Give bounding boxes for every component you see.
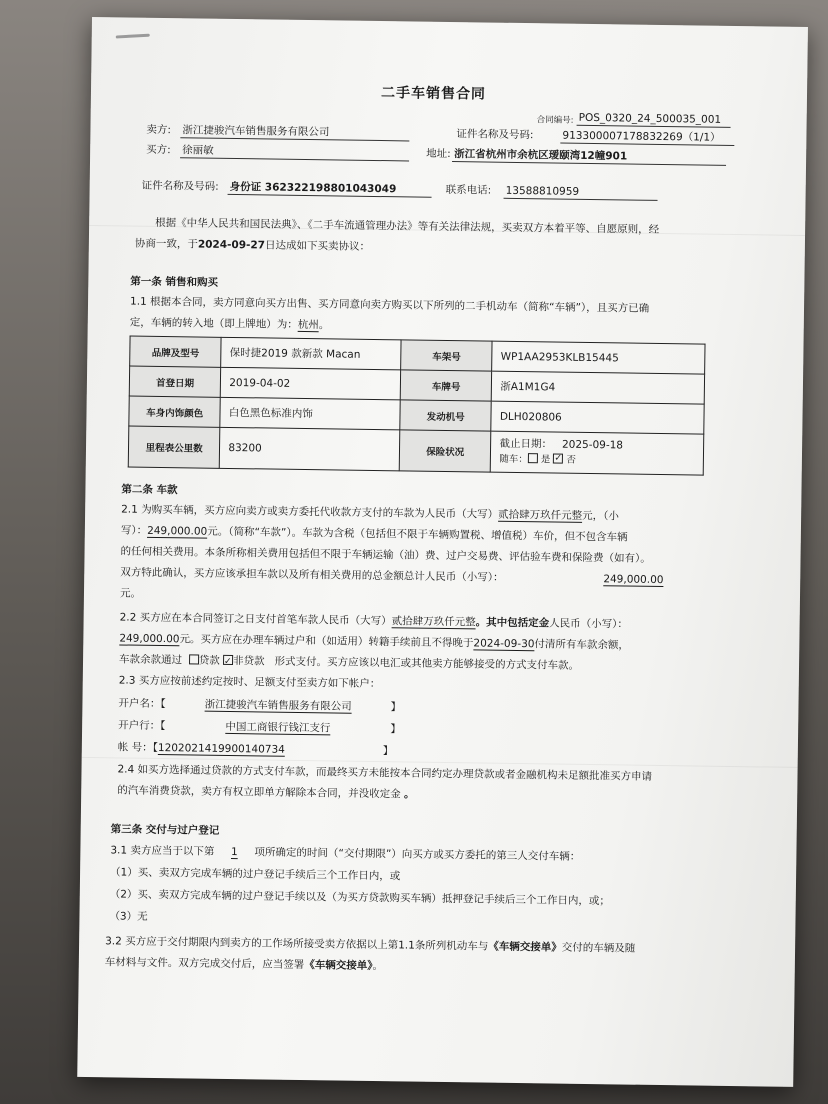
payment-deadline: 2024-09-30 xyxy=(473,637,535,651)
article-3-option-1: （1）买、卖双方完成车辆的过户登记手续后三个工作日内，或 xyxy=(110,866,401,883)
text: 元。买方应在办理车辆过户和（如适用）转籍手续前且不得晚于 xyxy=(179,633,474,650)
handover-doc: 《车辆交接单》 xyxy=(488,940,562,954)
model-value: 保时捷2019 款新款 Macan xyxy=(221,337,401,370)
article-2-1-line-3: 的任何相关费用。本条所称相关费用包括但不限于车辆运输（油）费、过户交易费、评估验车费和保险费（如有）。 xyxy=(120,545,651,565)
table-row xyxy=(128,426,704,475)
intro-line-2 xyxy=(135,234,370,258)
text: 项所确定的时间（“交付期限”）向买方或买方委托的第三人交付车辆： xyxy=(254,846,581,863)
article-1-title: 第一条 销售和购买 xyxy=(130,275,219,289)
insurance-label: 保险状况 xyxy=(399,430,491,472)
seller-id-label: 证件名称及号码: xyxy=(456,128,534,142)
text: 3.2 买方应于交付期限内到卖方的工作场所接受卖方依据以上第1.1条所列机动车与 xyxy=(105,935,489,953)
plate-value: 浙A1M1G4 xyxy=(492,371,705,404)
intro-text: 日达成如下买卖协议： xyxy=(264,239,371,253)
text: 车款余款通过 xyxy=(118,653,183,667)
article-3-2-line-2 xyxy=(105,952,384,977)
vin-label: 车架号 xyxy=(401,340,493,371)
contract-title: 二手车销售合同 xyxy=(380,85,487,103)
color-value: 白色黑色标准内饰 xyxy=(220,397,400,430)
text: 非贷款 xyxy=(233,655,265,668)
text: 贷款 xyxy=(198,654,220,667)
text: 形式支付。买方应该以电汇或其他卖方能够接受的方式支付车款。 xyxy=(274,655,580,672)
article-2-title: 第二条 车款 xyxy=(121,483,178,497)
intro-text: 协商一致，于 xyxy=(134,237,198,251)
text: 。其中包括定金 xyxy=(475,616,550,630)
text: 。 xyxy=(372,960,384,973)
mileage-value: 83200 xyxy=(220,427,400,471)
text: 随车： xyxy=(499,453,528,466)
plate-label: 车牌号 xyxy=(400,370,492,401)
text: 】 xyxy=(390,723,401,736)
text: 】 xyxy=(390,701,402,714)
text: 2.1 为购买车辆，买方应向卖方或卖方委托代收款方支付的车款为人民币（大写） xyxy=(121,503,499,521)
checkbox-yes xyxy=(528,453,538,463)
text: 截止日期： xyxy=(499,437,553,451)
checkbox-no-checked xyxy=(553,453,563,463)
text: 是 xyxy=(540,454,551,466)
deposit-amount: 249,000.00 xyxy=(119,632,180,646)
account-bank-row xyxy=(118,715,401,740)
buyer-address: 浙江省杭州市余杭区瑷颐湾12幢901 xyxy=(452,148,726,166)
intro-date: 2024-09-27 xyxy=(197,238,266,252)
intro-line-1: 根据《中华人民共和国民法典》、《二手车流通管理办法》等有关法律法规，买卖双方本着平等、自愿原则，经 xyxy=(155,216,660,236)
article-2-3: 2.3 买方应按前述约定按时、足额支付至卖方如下帐户： xyxy=(118,674,381,691)
account-name: 浙江捷骏汽车销售服务有限公司 xyxy=(204,698,352,713)
checkbox-non-loan-checked xyxy=(223,655,233,665)
article-3-title: 第三条 交付与过户登记 xyxy=(110,823,220,837)
seller-id: 913300007178832269（1/1） xyxy=(560,130,734,147)
text: 的汽车消费贷款，卖方有权立即单方解除本合同，并没收定金 xyxy=(117,784,401,801)
vehicle-table xyxy=(128,336,706,476)
account-name-row xyxy=(118,693,401,718)
account-bank: 中国工商银行钱江支行 xyxy=(225,720,331,735)
text: 帐 号：【 xyxy=(117,741,159,754)
text: 定，车辆的转入地（即上牌地）为： xyxy=(129,316,298,331)
staple-mark xyxy=(116,34,150,39)
text: 开户行：【 xyxy=(118,719,166,733)
total-amount: 249,000.00 xyxy=(603,573,664,587)
engine-value: DLH020806 xyxy=(491,401,704,434)
buyer-name: 徐丽敏 xyxy=(180,144,409,161)
buyer-label: 买方: xyxy=(146,143,171,157)
seller-name: 浙江捷骏汽车销售服务有限公司 xyxy=(180,124,409,141)
text: 写）： xyxy=(120,524,148,537)
contract-no: POS_0320_24_500035_001 xyxy=(577,112,731,128)
article-2-1-line-5: 元。 xyxy=(119,587,142,600)
engine-label: 发动机号 xyxy=(400,400,492,431)
article-3-option-2: （2）买、卖双方完成车辆的过户登记手续以及（为买方贷款购买车辆）抵押登记手续后三个工作日内，或； xyxy=(109,888,611,908)
amount-cn: 贰拾肆万玖仟元整 xyxy=(498,508,583,522)
reg-date-label: 首登日期 xyxy=(129,366,221,397)
insurance-value xyxy=(491,431,704,475)
article-2-4-line-1: 2.4 如买方选择通过贷款的方式支付车款，而最终买方未能按本合同约定办理贷款或者金融机构未足额批准买方申请 xyxy=(117,763,653,783)
article-2-4-line-2 xyxy=(117,780,415,805)
model-label: 品牌及型号 xyxy=(130,336,222,367)
text: 】 xyxy=(382,745,394,758)
text: 元，（小 xyxy=(582,509,619,523)
article-1-1-line-1: 1.1 根据本合同，卖方同意向买方出售、买方同意向卖方购买以下所列的二手机动车（简称“车辆”），且买方已确 xyxy=(129,295,650,315)
vin-value: WP1AA2953KLB15445 xyxy=(492,341,705,374)
seller-label: 卖方: xyxy=(146,123,172,137)
delivery-item: 1 xyxy=(231,846,238,859)
mileage-label: 里程表公里数 xyxy=(128,426,220,468)
text: 付清所有车款余额， xyxy=(534,638,630,652)
text: 双方特此确认，买方应该承担车款以及所有相关费用的总金额总计人民币（小写）： xyxy=(120,566,504,584)
text: 元。（简称“车款”）。车款为含税（包括但不限于车辆购置税、增值税）车价，但不包含车辆 xyxy=(207,525,628,544)
amount: 249,000.00 xyxy=(147,524,208,538)
phone-label: 联系电话: xyxy=(445,183,492,197)
buyer-phone: 13588810959 xyxy=(504,185,658,201)
buyer-id: 身份证 362322198801043049 xyxy=(228,181,432,198)
account-no-row xyxy=(118,737,394,762)
expiry-date: 2025-09-18 xyxy=(561,438,624,452)
account-number: 1202021419900140734 xyxy=(157,741,285,756)
buyer-id-label: 证件名称及号码: xyxy=(141,179,219,193)
text: 交付的车辆及随 xyxy=(561,941,636,955)
color-label: 车身内饰颜色 xyxy=(129,396,221,427)
text: 否 xyxy=(566,454,576,466)
text: 2.2 买方应在本合同签订之日支付首笔车款人民币（大写） xyxy=(119,611,392,628)
insurance-with-car xyxy=(499,452,695,471)
text: 。 xyxy=(403,788,415,801)
contract-no-label: 合同编号: xyxy=(536,115,574,126)
handover-doc: 《车辆交接单》 xyxy=(304,959,373,973)
text: 人民币（小写）： xyxy=(549,617,628,631)
text: 车材料与文件。双方完成交付后，应当签署 xyxy=(104,956,305,972)
transfer-city: 杭州 xyxy=(297,318,319,332)
amount-cn: 贰拾肆万玖仟元整 xyxy=(391,615,476,629)
article-3-option-3: （3）无 xyxy=(109,910,148,923)
address-label: 地址: xyxy=(426,147,451,161)
checkbox-loan xyxy=(189,654,199,664)
reg-date-value: 2019-04-02 xyxy=(221,367,401,400)
text: 3.1 卖方应当于以下第 xyxy=(110,844,215,858)
article-1-1-line-2 xyxy=(130,313,330,337)
text: 开户名：【 xyxy=(118,697,166,711)
text: 。 xyxy=(318,319,330,332)
contract-paper xyxy=(77,17,808,1087)
